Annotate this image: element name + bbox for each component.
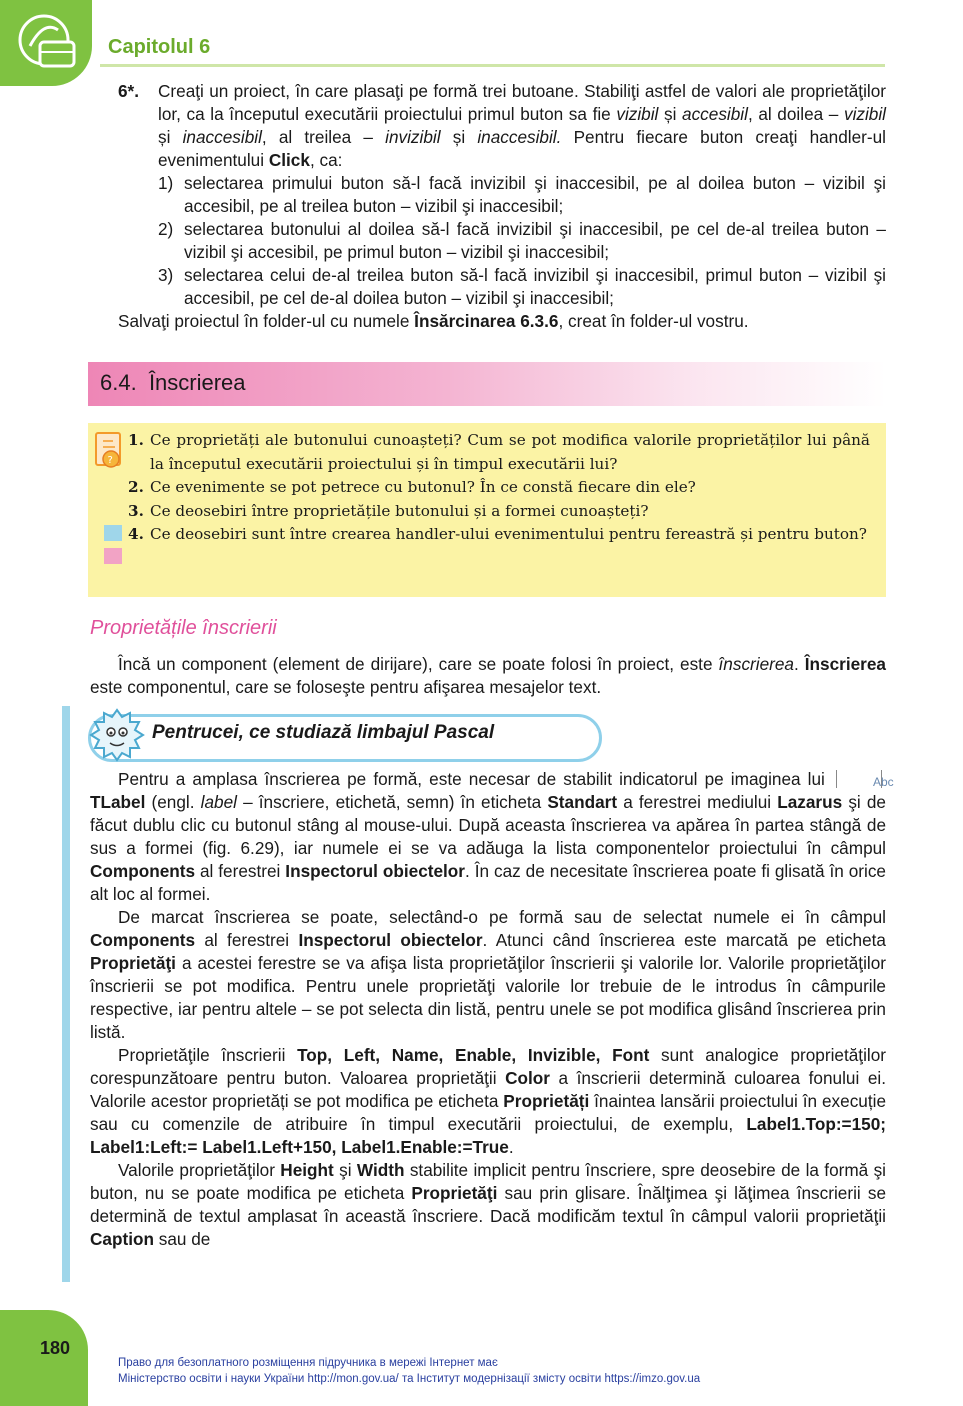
footer-license-line1: Право для безоплатного розміщення підручника в мережі Інтернет має: [118, 1357, 498, 1369]
list-item: 3) selectarea celui de-al treilea buton să-l facă invizibil şi inaccesibil, primul buton – vizibil şi accesibil, pe cel de-al doilea buton – vizibil şi inaccesibil;: [158, 265, 886, 308]
task-number: 6*.: [118, 81, 140, 101]
list-item: 1) selectarea primului buton să-l facă invizibil şi inaccesibil, pe al doilea buton – vizibil şi accesibil, pe al treilea buton – vizibil şi inaccesibil;: [158, 173, 886, 216]
question-item: 4. Ce deosebiri sunt între crearea handler-ului evenimentului pentru fereastră și pentru buton?: [128, 525, 867, 543]
mascot-icon: [86, 707, 148, 763]
question-item: 1. Ce proprietăți ale butonului cunoașteți? Cum se pot modifica valorile proprietăților lui până la începutul executării proiectului și în timpul executării lui?: [128, 431, 870, 473]
tlabel-icon: Abc: [836, 770, 882, 788]
pascal-banner-title: Pentrucei, ce studiază limbajul Pascal: [152, 722, 495, 743]
paragraph: Valorile proprietăţilor Height şi Width stabilite implicit pentru înscriere, spre deosebire de la formă şi buton, nu se poate modifica pe eticheta Proprietăţi sau prin glisare. Înălţimea şi lăţimea înscrierii se determină de textul amplasat în această înscriere. Dacă modificăm textul în câmpul valorii proprietăţii Caption sau de: [90, 1160, 887, 1249]
section-title: 6.4. Înscrierea: [100, 370, 246, 395]
paragraph: De marcat înscrierea se poate, selectând-o pe formă sau de selectat numele ei în câmpul Components al ferestrei Inspectorul obiectelor. Atunci când înscrierea este marcată pe eticheta Proprietăţi a acestei ferestre se va afişa lista proprietăţilor înscrierii şi valorile lor. Valorile proprietăţilor înscrierii se pot modifica. Pentru unele proprietăţi valorile lor trebuie de le introdus în câmpurile respective, iar pentru altele – se pot selecta din listă, pentru unele se pot modifica glisând înscrierea prin listă.: [90, 907, 886, 1042]
marker-blue: [104, 525, 122, 541]
question-icon: [93, 431, 125, 471]
intro-paragraph: Încă un component (element de dirijare), care se poate folosi în proiect, este înscrierea. Înscrierea este componentul, care se foloseşte pentru afişarea mesajelor text.: [90, 654, 886, 697]
list-item: 2) selectarea butonului al doilea să-l facă invizibil şi inaccesibil, pe cel de-al treilea buton – vizibil şi accesibil, pe primul buton – vizibil şi inaccesibil;: [158, 219, 886, 262]
question-item: 3. Ce deosebiri între proprietățile butonului și a formei cunoașteți?: [128, 501, 649, 520]
pascal-side-bar: [62, 706, 70, 1282]
task-block: [118, 80, 886, 333]
chapter-title: Capitolul 6: [108, 36, 211, 58]
header-corner-tab: [0, 0, 92, 86]
task-save-instruction: Salvaţi proiectul în folder-ul cu numele Însărcinarea 6.3.6, creat în folder-ul vostru.: [118, 311, 749, 331]
questions-list: [128, 429, 870, 547]
subheading: Proprietățile înscrierii: [90, 617, 277, 639]
header-divider: [100, 64, 885, 67]
svg-text:?: ?: [107, 455, 113, 466]
task-intro: Creaţi un proiect, în care plasaţi pe formă trei butoane. Stabiliţi astfel de valori ale proprietăţilor lor, ca la începutul executării proiectului primul buton sa fie vizibil și accesibil, al doilea – vizibil și inaccesibil, al treilea – invizibil și inaccesibil. Pentru fiecare buton creaţi handler-ul evenimentului Click, ca:: [158, 81, 887, 170]
question-item: 2. Ce evenimente se pot petrece cu butonul? În ce constă fiecare din ele?: [128, 478, 696, 496]
chapter-icon: [0, 0, 92, 86]
paragraph: Proprietăţile înscrierii Top, Left, Name, Enable, Invizible, Font sunt analogice proprietăţilor corespunzătoare pentru buton. Valoarea proprietăţii Color a înscrierii determină culoarea fonului ei. Valorile acestor proprietăți se pot modifica pe eticheta Proprietăți înaintea lansării proiectului în execuție sau cu comenzile de atribuire în timpul executării proiectului, de exemplu, Label1.Top:=150; Label1:Left:= Label1.Left+150, Label1.Enable:=True.: [90, 1045, 887, 1157]
footer-license-line2: Міністерство освіти і науки України http://mon.gov.ua/ та Інститут модернізації змісту освіти https://imzo.gov.ua: [118, 1373, 701, 1385]
marker-pink: [104, 548, 122, 564]
paragraph: Pentru a amplasa înscrierea pe formă, este necesar de stabilit indicatorul pe imaginea lui Abc TLabel (engl. label – înscriere, etichetă, semn) în eticheta Standart a ferestrei mediului Lazarus şi de făcut dublu clic cu butonul stâng al mouse-ului. După aceasta înscrierea va apărea în partea stângă de sus a formei (fig. 6.29), iar numele ei se va adăuga la lista componentelor proiectului în câmpul Components al ferestrei Inspectorul obiectelor. În caz de necesitate înscrierea poate fi glisată în orice alt loc al formei.: [90, 769, 894, 904]
pascal-body: [90, 768, 894, 1251]
page-number: 180: [40, 1338, 71, 1358]
